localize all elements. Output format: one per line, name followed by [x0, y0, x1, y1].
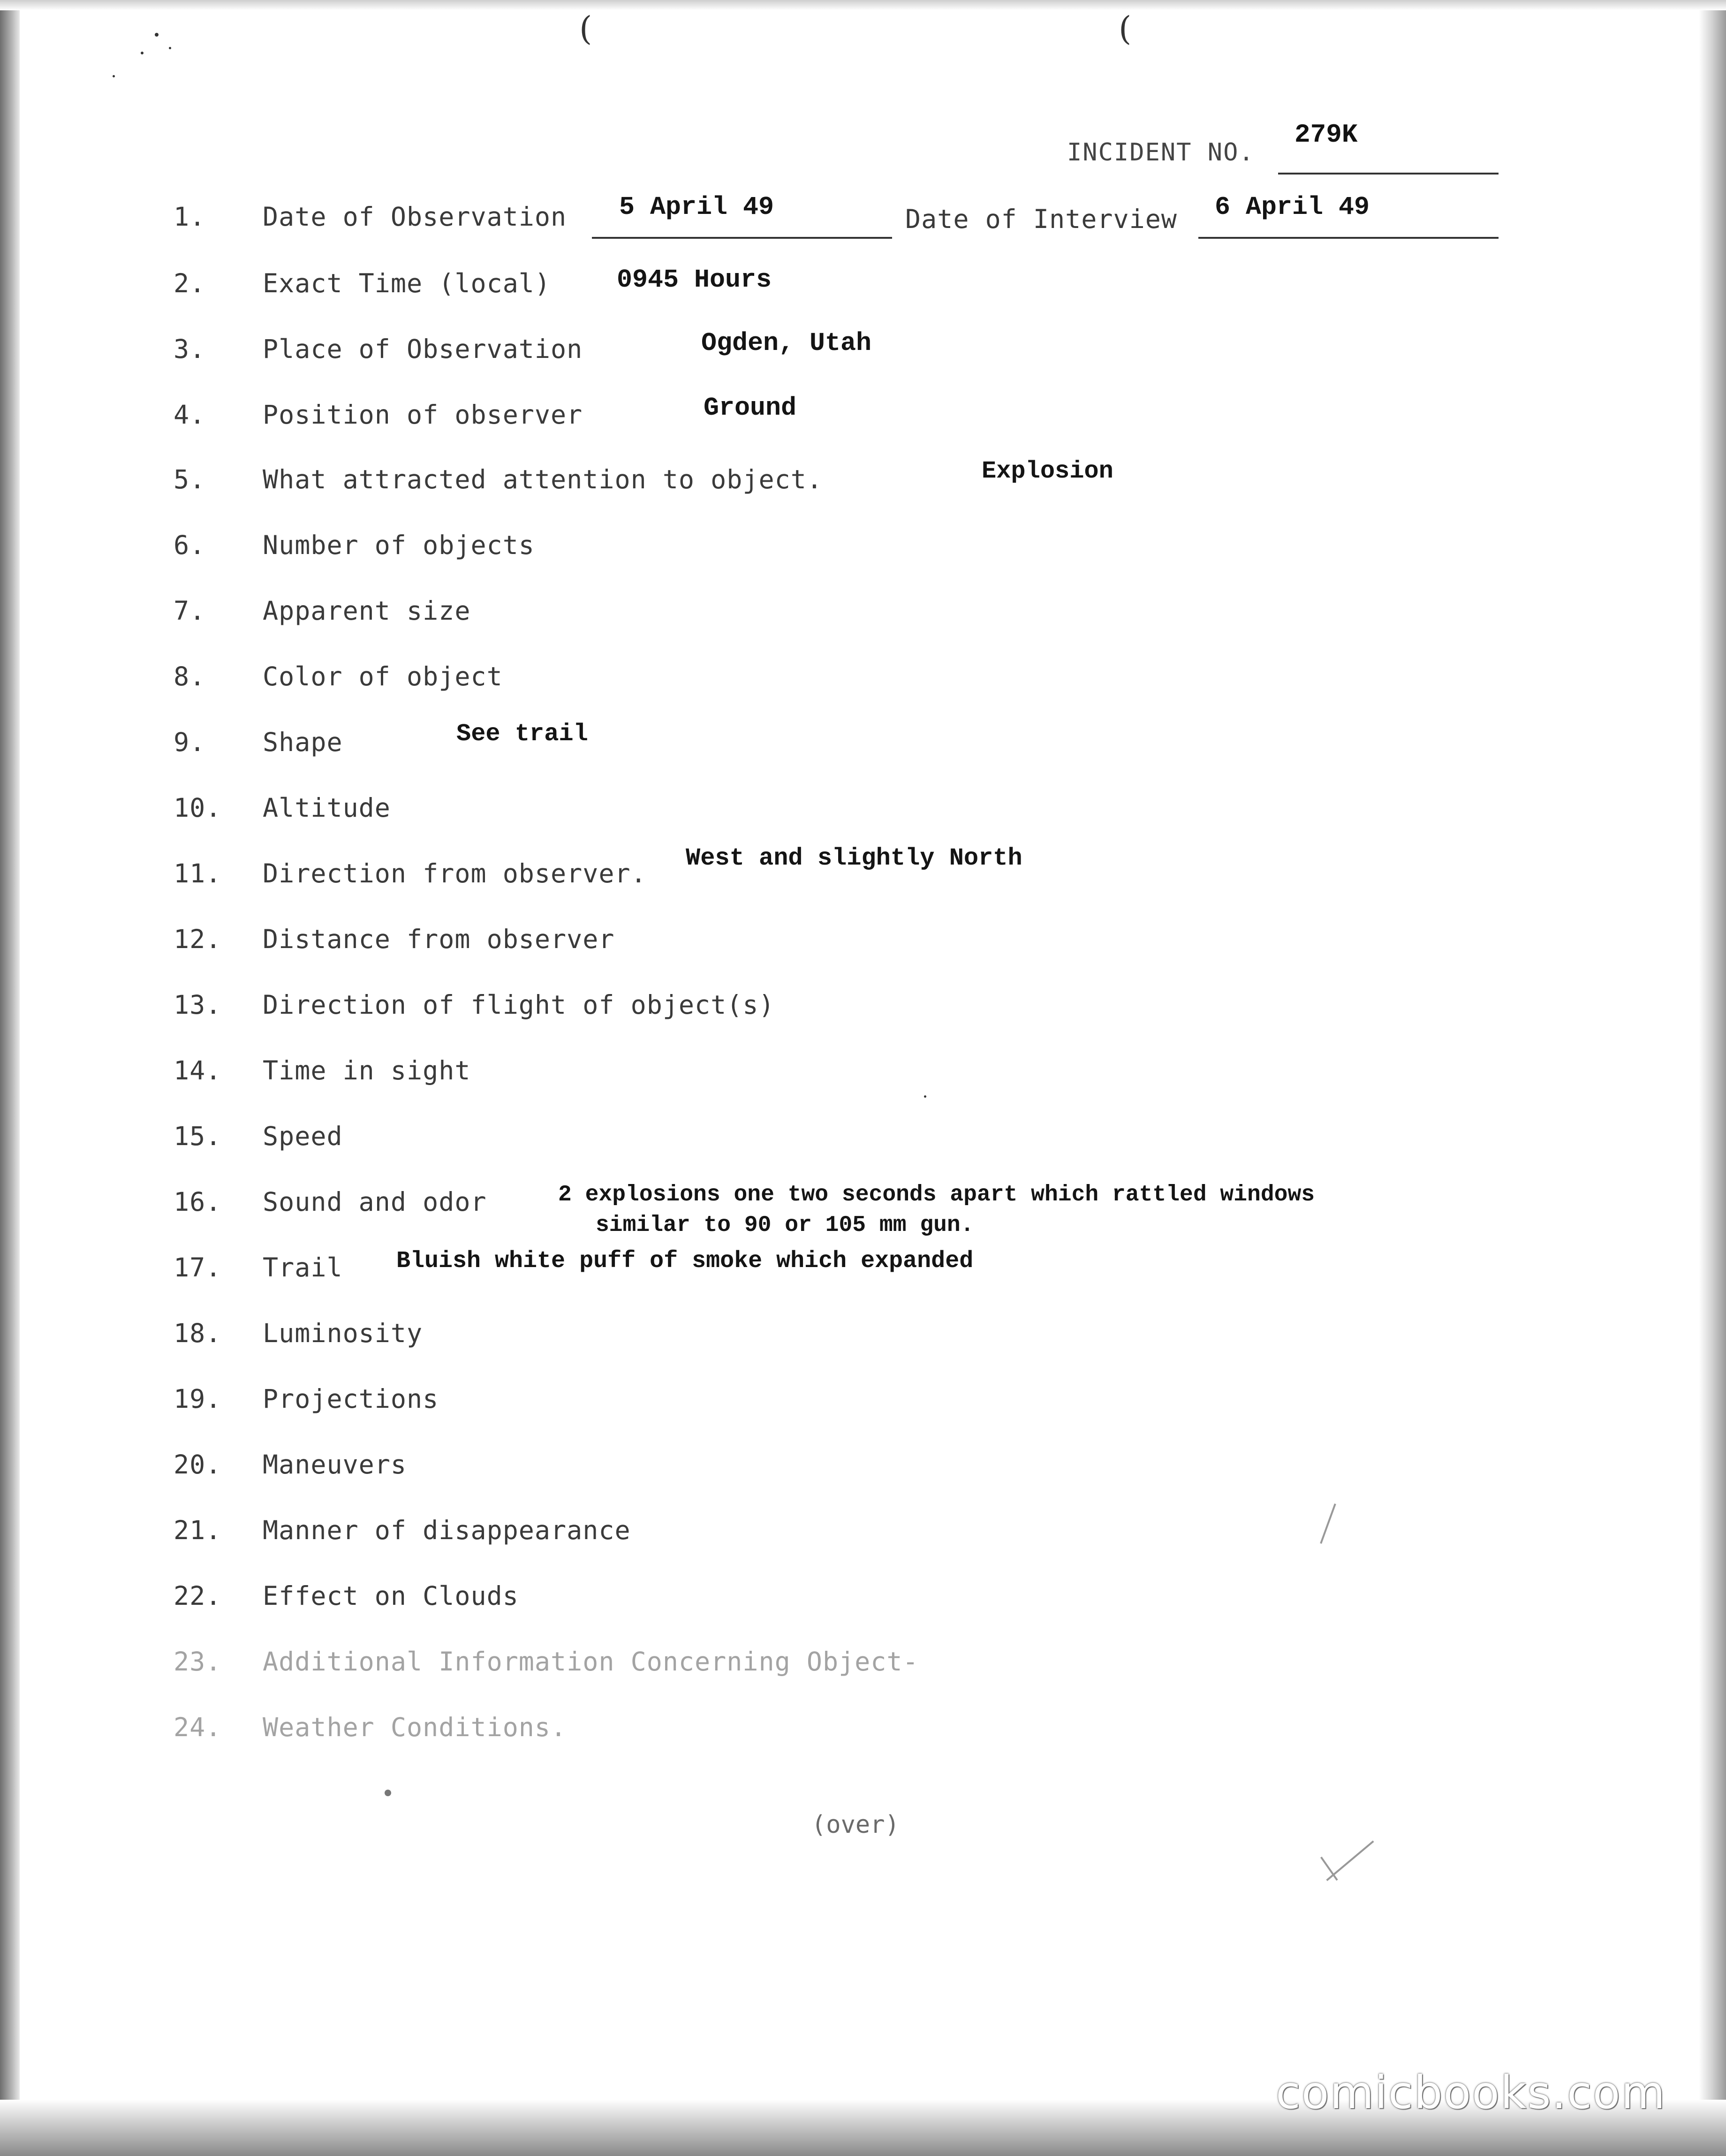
item-label: Sound and odor	[263, 1187, 487, 1217]
item-label: Number of objects	[263, 530, 535, 560]
form-row-18	[174, 1318, 423, 1348]
form-row-23	[174, 1647, 919, 1677]
scan-left-edge	[0, 0, 20, 2156]
item-label: Effect on Clouds	[263, 1581, 519, 1611]
item-number: 22.	[174, 1581, 222, 1611]
item-number: 16.	[174, 1187, 222, 1217]
item-number: 13.	[174, 990, 222, 1020]
item-label: Direction of flight of object(s)	[263, 990, 775, 1020]
form-row-6	[174, 530, 535, 560]
item-number: 1.	[174, 202, 206, 232]
form-row-2	[174, 268, 551, 298]
item-number: 23.	[174, 1647, 222, 1677]
item-number: 24.	[174, 1712, 222, 1742]
item-value-position: Ground	[704, 393, 797, 423]
item-value-trail: Bluish white puff of smoke which expanded	[396, 1248, 974, 1275]
scan-speck	[169, 47, 171, 49]
item-label: Exact Time (local)	[263, 268, 551, 298]
incident-label: INCIDENT NO.	[1067, 138, 1255, 167]
item-label: Date of Observation	[263, 202, 567, 232]
item-label: Color of object	[263, 661, 503, 691]
form-row-12	[174, 924, 614, 954]
form-row-11	[174, 858, 647, 888]
item-number: 9.	[174, 727, 206, 757]
item-value-direction: West and slightly North	[686, 844, 1022, 872]
item-label: Manner of disappearance	[263, 1515, 631, 1545]
item-label: Speed	[263, 1121, 343, 1151]
item-number: 21.	[174, 1515, 222, 1545]
item-label: Luminosity	[263, 1318, 423, 1348]
item-label: Weather Conditions.	[263, 1712, 567, 1742]
form-row-8	[174, 661, 503, 691]
form-row-21	[174, 1515, 631, 1545]
interview-label: Date of Interview	[905, 204, 1177, 234]
item-label: Additional Information Concerning Object-	[263, 1647, 919, 1677]
pen-mark	[1320, 1503, 1336, 1544]
form-row-16	[174, 1187, 487, 1217]
form-row-10	[174, 793, 391, 823]
item-number: 2.	[174, 268, 206, 298]
item-value-shape: See trail	[456, 720, 588, 748]
item-label: What attracted attention to object.	[263, 464, 823, 494]
incident-number: 279K	[1294, 120, 1358, 150]
item-value-place: Ogden, Utah	[701, 328, 872, 358]
date-of-interview-underline	[1198, 237, 1499, 239]
item-number: 15.	[174, 1121, 222, 1151]
form-row-22	[174, 1581, 519, 1611]
item-label: Apparent size	[263, 596, 471, 626]
item-number: 7.	[174, 596, 206, 626]
item-label: Direction from observer.	[263, 858, 647, 888]
item-number: 20.	[174, 1450, 222, 1480]
item-value-date-of-interview: 6 April 49	[1215, 192, 1370, 222]
item-number: 18.	[174, 1318, 222, 1348]
form-row-4	[174, 400, 583, 430]
item-label: Distance from observer	[263, 924, 615, 954]
form-row-24	[174, 1712, 567, 1742]
item-number: 10.	[174, 793, 222, 823]
form-row-20	[174, 1450, 407, 1480]
item-label: Time in sight	[263, 1055, 471, 1086]
scan-speck	[141, 52, 144, 54]
check-mark	[1326, 1840, 1374, 1881]
item-number: 3.	[174, 334, 206, 364]
item-value-attention: Explosion	[982, 457, 1113, 485]
over-note: (over)	[811, 1811, 900, 1839]
item-value-date-of-observation: 5 April 49	[619, 192, 774, 222]
paren-mark-right: (	[1119, 9, 1132, 48]
item-label: Projections	[263, 1384, 439, 1414]
form-row-1	[174, 202, 567, 232]
scan-top-edge	[0, 0, 1726, 10]
scan-right-edge	[1699, 0, 1726, 2156]
incident-underline	[1278, 173, 1499, 175]
scan-speck	[155, 33, 159, 37]
date-of-observation-underline	[592, 237, 892, 239]
form-row-9	[174, 727, 343, 757]
item-number: 12.	[174, 924, 222, 954]
form-row-19	[174, 1384, 439, 1414]
item-number: 14.	[174, 1055, 222, 1086]
item-number: 6.	[174, 530, 206, 560]
form-row-15	[174, 1121, 343, 1151]
item-label: Trail	[263, 1253, 343, 1283]
scan-speck	[385, 1790, 391, 1796]
form-row-5	[174, 464, 823, 494]
item-number: 8.	[174, 661, 206, 691]
item-label: Place of Observation	[263, 334, 583, 364]
form-row-3	[174, 334, 583, 364]
item-number: 5.	[174, 464, 206, 494]
scan-speck	[924, 1095, 926, 1098]
form-row-17	[174, 1253, 343, 1283]
item-label: Position of observer	[263, 400, 583, 430]
item-label: Shape	[263, 727, 343, 757]
item-value-exact-time: 0945 Hours	[617, 265, 772, 295]
item-value-sound-line2: similar to 90 or 105 mm gun.	[596, 1213, 974, 1238]
item-label: Maneuvers	[263, 1450, 407, 1480]
item-number: 17.	[174, 1253, 222, 1283]
item-label: Altitude	[263, 793, 391, 823]
item-number: 4.	[174, 400, 206, 430]
watermark: comicbooks.com	[1276, 2066, 1666, 2119]
form-row-13	[174, 990, 775, 1020]
form-row-14	[174, 1055, 470, 1086]
item-number: 11.	[174, 858, 222, 888]
item-number: 19.	[174, 1384, 222, 1414]
scan-speck	[113, 75, 115, 77]
item-value-sound-line1: 2 explosions one two seconds apart which rattled windows	[558, 1182, 1315, 1207]
form-row-7	[174, 596, 470, 626]
paren-mark-left: (	[579, 9, 592, 48]
